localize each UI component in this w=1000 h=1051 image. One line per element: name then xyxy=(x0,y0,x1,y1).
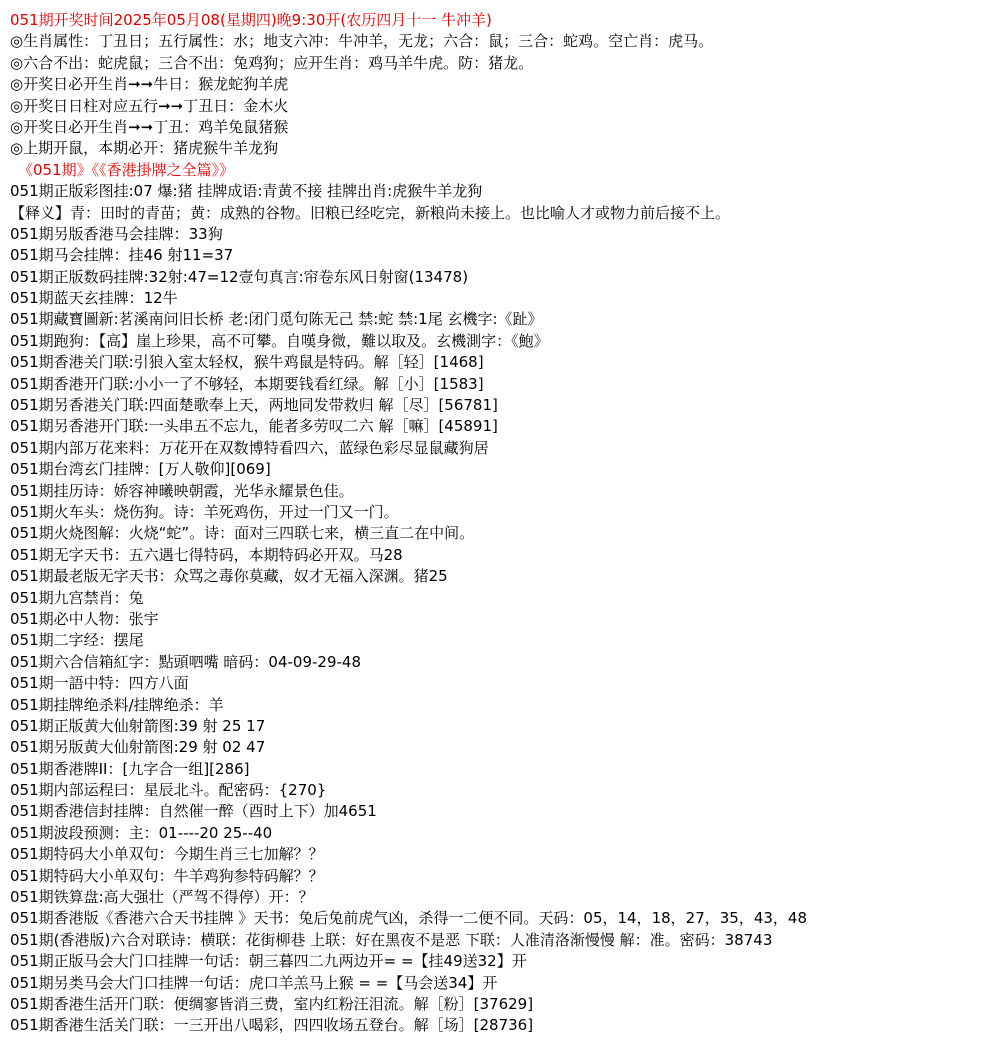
text-line: 051期挂历诗：娇容神曦映朝霞，光华永耀景色佳。 xyxy=(10,481,354,500)
day-pillar-elements: ◎开奖日日柱对应五行➞➞丁丑日：金木火 xyxy=(10,96,289,115)
text-line: 051期香港版《香港六合天书挂牌 》天书：兔后兔前虎气凶，杀得一二便不同。天码：05，14，18，27，35，43，48 xyxy=(10,909,808,928)
text-line: 051期香港开门联:小小一了不够轻，本期要钱看红绿。解［小］[1583] xyxy=(10,374,484,393)
text-line: 051期一語中特：四方八面 xyxy=(10,674,189,693)
text-line: 051期香港牌II：[九字合一组][286] xyxy=(10,759,250,778)
text-line: 051期内部运程曰：星辰北斗。配密码：{270} xyxy=(10,781,327,800)
text-line: 051期正版数码挂牌:32射:47=12壹句真言:帘卷东风日射窗(13478) xyxy=(10,267,469,286)
text-line: 051期正版彩图挂:07 爆:猪 挂牌成语:青黄不接 挂牌出肖:虎猴牛羊龙狗 xyxy=(10,182,483,201)
text-line: 051期另香港开门联:一头串五不忘九，能者多劳叹二六 解［嘛］[45891] xyxy=(10,417,498,436)
text-line: 051期(香港版)六合对联诗：横联：花街柳巷 上联：好在黑夜不是恶 下联：人准清洛渐慢慢 解：准。密码：38743 xyxy=(10,930,773,949)
section-title: 《051期》《《香港掛牌之全篇》》 xyxy=(18,160,235,179)
text-line: 051期挂牌绝杀料/挂牌绝杀：羊 xyxy=(10,695,224,714)
text-line: 051期铁算盘:高大强壮（严驾不得停）开：？ xyxy=(10,888,314,907)
text-line: 051期九宫禁肖：兔 xyxy=(10,588,144,607)
must-open-zodiac-1: ◎开奖日必开生肖➞➞牛日：猴龙蛇狗羊虎 xyxy=(10,75,289,94)
text-line: 051期无字天书：五六遇七得特码，本期特码必开双。马28 xyxy=(10,545,403,564)
text-line: 051期马会挂牌：挂46 射11=37 xyxy=(10,246,234,265)
text-line: 051期藏寶圖新:茗溪南问旧长桥 老:闭门觅句陈无己 禁:蛇 禁:1尾 玄機字:《趾》 xyxy=(10,310,543,329)
text-line: 051期另版香港马会挂牌：33狗 xyxy=(10,224,223,243)
document-body xyxy=(10,10,995,1037)
text-line: 051期火烧图解：火烧“蛇”。诗：面对三四联七来，横三直二在中间。 xyxy=(10,524,475,543)
text-line: 051期火车头：烧伤狗。诗：羊死鸡伤，开过一门又一门。 xyxy=(10,502,399,521)
text-line: 051期蓝天玄挂牌：12牛 xyxy=(10,289,178,308)
text-line: 051期特码大小单双句：牛羊鸡狗参特码解？？ xyxy=(10,866,324,885)
text-line: 051期正版黄大仙射箭图:39 射 25 17 xyxy=(10,716,266,735)
liuhe-no-out: ◎六合不出：蛇虎鼠；三合不出：兔鸡狗；应开生肖：鸡马羊牛虎。防：猪龙。 xyxy=(10,53,534,72)
text-line: 051期另版黄大仙射箭图:29 射 02 47 xyxy=(10,738,266,757)
text-line: 051期特码大小单双句：今期生肖三七加解？？ xyxy=(10,845,324,864)
text-line: 051期香港生活关门联：一三开出八喝彩，四四收场五登台。解［场］[28736] xyxy=(10,1016,534,1035)
text-line: 051期香港关门联:引狼入室太轻权，猴牛鸡鼠是特码。解［轻］[1468] xyxy=(10,353,484,372)
text-line: 051期二字经：摆尾 xyxy=(10,631,144,650)
text-line: 051期香港生活开门联：便绸寥皆消三费，室内红粉汪泪流。解［粉］[37629] xyxy=(10,994,534,1013)
must-open-zodiac-2: ◎开奖日必开生肖➞➞丁丑：鸡羊兔鼠猪猴 xyxy=(10,117,289,136)
text-line: 【释义】青：田时的青苗；黄：成熟的谷物。旧粮已经吃完，新粮尚未接上。也比喻人才或物力前后接不上。 xyxy=(10,203,731,222)
text-line: 051期六合信箱紅字：點頭呬嘴 暗码：04-09-29-48 xyxy=(10,652,361,671)
draw-time-heading: 051期开奖时间2025年05月08(星期四)晚9:30开(农历四月十一 牛冲羊) xyxy=(10,11,492,29)
text-line: 051期香港信封挂牌：自然催一醉（酉时上下）加4651 xyxy=(10,802,377,821)
text-line: 051期正版马会大门口挂牌一句话：朝三暮四二九两边开= =【挂49送32】开 xyxy=(10,952,527,971)
text-line: 051期内部万花来料：万花开在双数博特看四六，蓝绿色彩尽显鼠藏狗居 xyxy=(10,438,489,457)
text-line: 051期台湾玄门挂牌：[万人敬仰][069] xyxy=(10,460,271,479)
text-line: 051期必中人物：张宇 xyxy=(10,609,159,628)
text-line: 051期波段预测：主：01----20 25--40 xyxy=(10,823,273,842)
text-line: 051期最老版无字天书：众骂之毒你莫藏，奴才无福入深渊。猪25 xyxy=(10,567,448,586)
last-period-line: ◎上期开鼠，本期必开：猪虎猴牛羊龙狗 xyxy=(10,139,279,158)
text-line: 051期另类马会大门口挂牌一句话：虎口羊羔马上猴 = =【马会送34】开 xyxy=(10,973,498,992)
text-line: 051期另香港关门联:四面楚歌奉上天，两地同发带救归 解［尽］[56781] xyxy=(10,396,498,415)
zodiac-attributes: ◎生肖属性：丁丑日；五行属性：水；地支六冲：牛冲羊，无龙；六合：鼠；三合：蛇鸡。空亡肖：虎马。 xyxy=(10,32,714,51)
text-line: 051期跑狗：【高】崖上珍果，高不可攀。自嘆身微，難以取及。玄機測字：《鮑》 xyxy=(10,331,549,350)
